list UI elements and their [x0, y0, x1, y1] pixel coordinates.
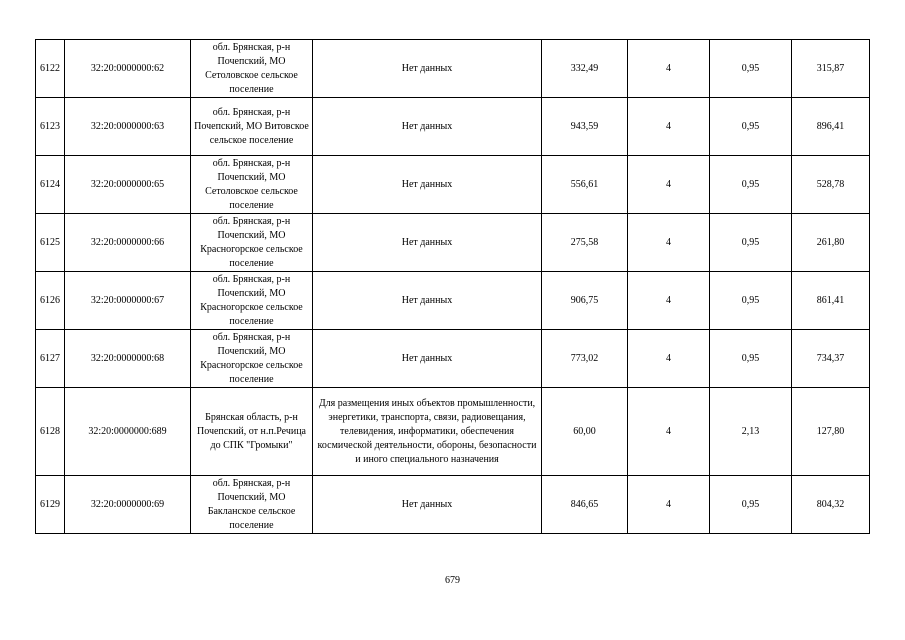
- purpose-cell: Нет данных: [313, 98, 542, 156]
- address-cell: обл. Брянская, р-н Почепский, МО Красногорское сельское поселение: [191, 214, 313, 272]
- group-cell: 4: [628, 156, 710, 214]
- coefficient-cell: 2,13: [710, 388, 792, 476]
- row-number-cell: 6124: [36, 156, 65, 214]
- table-row: [36, 98, 870, 156]
- cadastral-value-cell: 315,87: [792, 40, 870, 98]
- cadastral-number-cell: 32:20:0000000:68: [65, 330, 191, 388]
- area-cell: 556,61: [542, 156, 628, 214]
- area-cell: 906,75: [542, 272, 628, 330]
- area-cell: 846,65: [542, 476, 628, 534]
- row-number-cell: 6125: [36, 214, 65, 272]
- cadastral-number-cell: 32:20:0000000:69: [65, 476, 191, 534]
- purpose-cell: Нет данных: [313, 214, 542, 272]
- row-number-cell: 6128: [36, 388, 65, 476]
- area-cell: 943,59: [542, 98, 628, 156]
- table-row: [36, 40, 870, 98]
- coefficient-cell: 0,95: [710, 272, 792, 330]
- purpose-cell: Нет данных: [313, 476, 542, 534]
- group-cell: 4: [628, 476, 710, 534]
- coefficient-cell: 0,95: [710, 98, 792, 156]
- row-number-cell: 6123: [36, 98, 65, 156]
- area-cell: 275,58: [542, 214, 628, 272]
- address-cell: обл. Брянская, р-н Почепский, МО Сетоловское сельское поселение: [191, 40, 313, 98]
- cadastral-value-cell: 896,41: [792, 98, 870, 156]
- cadastral-value-cell: 127,80: [792, 388, 870, 476]
- coefficient-cell: 0,95: [710, 476, 792, 534]
- cadastral-value-cell: 861,41: [792, 272, 870, 330]
- table-row: [36, 272, 870, 330]
- cadastral-number-cell: 32:20:0000000:66: [65, 214, 191, 272]
- row-number-cell: 6122: [36, 40, 65, 98]
- group-cell: 4: [628, 388, 710, 476]
- cadastral-value-cell: 804,32: [792, 476, 870, 534]
- purpose-cell: Для размещения иных объектов промышленности, энергетики, транспорта, связи, радиовещания, телевидения, информатики, обеспечения космической деятельности, обороны, безопасности и иного специального назначения: [313, 388, 542, 476]
- table-row: [36, 330, 870, 388]
- area-cell: 332,49: [542, 40, 628, 98]
- row-number-cell: 6129: [36, 476, 65, 534]
- cadastral-number-cell: 32:20:0000000:63: [65, 98, 191, 156]
- address-cell: Брянская область, р-н Почепский, от н.п.Речица до СПК "Громыки": [191, 388, 313, 476]
- address-cell: обл. Брянская, р-н Почепский, МО Бакланское сельское поселение: [191, 476, 313, 534]
- coefficient-cell: 0,95: [710, 156, 792, 214]
- cadastral-number-cell: 32:20:0000000:65: [65, 156, 191, 214]
- cadastral-value-cell: 528,78: [792, 156, 870, 214]
- cadastral-value-cell: 734,37: [792, 330, 870, 388]
- cadastral-value-cell: 261,80: [792, 214, 870, 272]
- cadastral-number-cell: 32:20:0000000:689: [65, 388, 191, 476]
- address-cell: обл. Брянская, р-н Почепский, МО Сетоловское сельское поселение: [191, 156, 313, 214]
- group-cell: 4: [628, 330, 710, 388]
- page-number: 679: [445, 575, 460, 586]
- table-row: [36, 388, 870, 476]
- group-cell: 4: [628, 214, 710, 272]
- cadastral-number-cell: 32:20:0000000:62: [65, 40, 191, 98]
- area-cell: 60,00: [542, 388, 628, 476]
- coefficient-cell: 0,95: [710, 40, 792, 98]
- table-row: [36, 214, 870, 272]
- address-cell: обл. Брянская, р-н Почепский, МО Красногорское сельское поселение: [191, 330, 313, 388]
- purpose-cell: Нет данных: [313, 330, 542, 388]
- group-cell: 4: [628, 272, 710, 330]
- row-number-cell: 6126: [36, 272, 65, 330]
- group-cell: 4: [628, 98, 710, 156]
- table-row: [36, 156, 870, 214]
- purpose-cell: Нет данных: [313, 272, 542, 330]
- coefficient-cell: 0,95: [710, 330, 792, 388]
- address-cell: обл. Брянская, р-н Почепский, МО Красногорское сельское поселение: [191, 272, 313, 330]
- area-cell: 773,02: [542, 330, 628, 388]
- purpose-cell: Нет данных: [313, 40, 542, 98]
- address-cell: обл. Брянская, р-н Почепский, МО Витовское сельское поселение: [191, 98, 313, 156]
- row-number-cell: 6127: [36, 330, 65, 388]
- purpose-cell: Нет данных: [313, 156, 542, 214]
- table-row: [36, 476, 870, 534]
- cadastral-number-cell: 32:20:0000000:67: [65, 272, 191, 330]
- coefficient-cell: 0,95: [710, 214, 792, 272]
- registry-table: [35, 39, 870, 534]
- group-cell: 4: [628, 40, 710, 98]
